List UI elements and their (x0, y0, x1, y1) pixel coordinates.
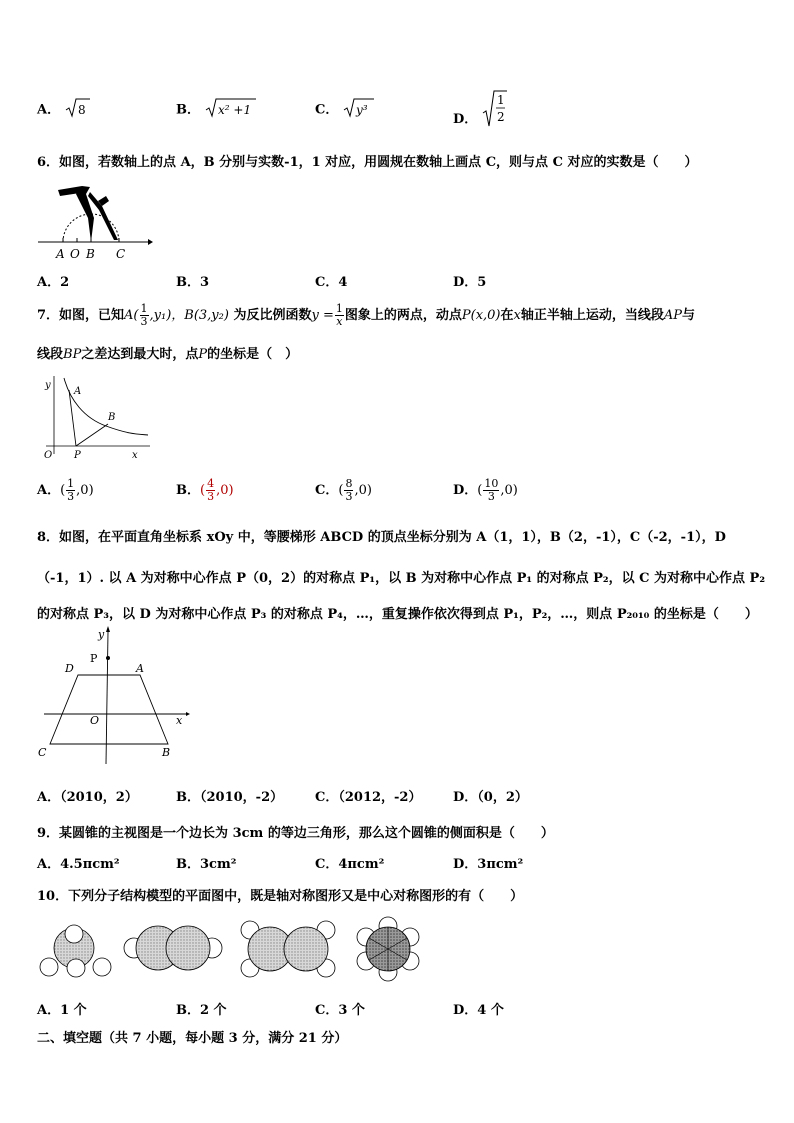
q9-option-b: B．3cm² (176, 857, 237, 872)
svg-text:y³: y³ (355, 103, 368, 117)
q7-option-c: C．( $\frac{8}{3}$ ,0) (315, 477, 372, 503)
svg-text:O: O (90, 714, 100, 727)
q9-option-c: C．4πcm² (315, 857, 385, 872)
svg-text:D: D (65, 662, 74, 675)
svg-text:A: A (56, 247, 65, 261)
svg-text:C: C (116, 247, 126, 261)
svg-text:x: x (132, 450, 138, 461)
q10-stem: 10．下列分子结构模型的平面图中，既是轴对称图形又是中心对称图形的有（ ） (37, 889, 524, 904)
q6-option-a: A．2 (37, 275, 70, 290)
q10-option-b: B．2 个 (176, 1003, 227, 1018)
q7-stem-line1: 7．如图，已知A( $\frac{1}{3}$ ,y₁)，B(3,y₂) 为反比例函数y = $\frac{1}{x}$ 图象上的两点，动点P(x,0)在x轴正半轴上运动，当线段AP与 (37, 302, 696, 328)
svg-text:y: y (98, 628, 105, 641)
molecule-1 (40, 925, 111, 977)
q10-option-a: A．1 个 (37, 1003, 87, 1018)
svg-text:y: y (45, 380, 51, 391)
q7-option-b: B．( $\frac{4}{3}$ ,0) (176, 477, 234, 503)
q6-compass-figure (36, 178, 154, 262)
q8-stem-line2: （-1，1）. 以 A 为对称中心作点 P（0，2）的对称点 P₁，以 B 为对称中心作点 P₁ 的对称点 P₂，以 C 为对称中心作点 P₂ (37, 571, 766, 586)
q5-option-a: A． 8 (37, 97, 91, 123)
sqrt-symbol (482, 89, 508, 133)
sqrt-symbol (65, 97, 91, 123)
molecule-4 (357, 917, 419, 981)
q9-stem: 9．某圆锥的主视图是一个边长为 3cm 的等边三角形，那么这个圆锥的侧面积是（ ） (37, 826, 554, 841)
svg-text:B: B (86, 247, 95, 261)
svg-text:A: A (136, 662, 144, 675)
q5-option-b: B． x² +1 (176, 97, 257, 123)
svg-text:O: O (44, 450, 53, 461)
svg-text:8: 8 (77, 103, 86, 117)
q5-option-d: D． 1 2 (453, 89, 508, 133)
sqrt-symbol (343, 97, 375, 123)
svg-text:C: C (38, 746, 47, 759)
q8-stem-line1: 8．如图，在平面直角坐标系 xOy 中，等腰梯形 ABCD 的顶点坐标分别为 A（1，1），B（2，-1），C（-2，-1），D (37, 530, 726, 545)
q8-trapezoid-figure (36, 626, 192, 766)
svg-text:A: A (74, 386, 82, 397)
q6-option-b: B．3 (176, 275, 210, 290)
q7-option-d: D．( $\frac{10}{3}$ ,0) (453, 477, 518, 503)
q7-stem-line2: 线段BP之差达到最大时，点P的坐标是（ ） (37, 347, 299, 362)
svg-text:P: P (90, 652, 98, 665)
q9-option-d: D．3πcm² (453, 857, 524, 872)
svg-text:1: 1 (496, 93, 505, 107)
svg-text:O: O (70, 247, 80, 261)
q10-option-d: D．4 个 (453, 1003, 504, 1018)
q7-hyperbola-figure (36, 374, 154, 464)
q10-molecule-figures (36, 912, 426, 984)
q8-option-b: B．（2010，-2） (176, 790, 284, 805)
q8-option-d: D．（0，2） (453, 790, 528, 805)
q8-stem-line3: 的对称点 P₃，以 D 为对称中心作点 P₃ 的对称点 P₄，…，重复操作依次得到点 P₁，P₂，…，则点 P₂₀₁₀ 的坐标是（ ） (37, 607, 758, 622)
section-2-title: 二、填空题（共 7 小题，每小题 3 分，满分 21 分） (37, 1031, 348, 1046)
q6-stem: 6．如图，若数轴上的点 A，B 分别与实数-1，1 对应，用圆规在数轴上画点 C，则与点 C 对应的实数是（ ） (37, 155, 698, 170)
q8-option-a: A．（2010，2） (37, 790, 138, 805)
svg-text:x² +1: x² +1 (217, 103, 251, 117)
q7-option-a: A．( $\frac{1}{3}$ ,0) (37, 477, 94, 503)
molecule-3 (241, 921, 335, 977)
q10-option-c: C．3 个 (315, 1003, 365, 1018)
svg-text:B: B (108, 412, 116, 423)
svg-text:2: 2 (496, 110, 505, 124)
q8-option-c: C．（2012，-2） (315, 790, 422, 805)
q9-option-a: A．4.5πcm² (37, 857, 120, 872)
sqrt-symbol (205, 97, 257, 123)
q5-option-c: C． y³ (315, 97, 375, 123)
svg-text:P: P (74, 450, 81, 461)
q6-option-c: C．4 (315, 275, 348, 290)
q6-option-d: D．5 (453, 275, 487, 290)
svg-text:B: B (162, 746, 171, 759)
svg-text:x: x (176, 714, 183, 727)
molecule-2 (124, 926, 222, 970)
